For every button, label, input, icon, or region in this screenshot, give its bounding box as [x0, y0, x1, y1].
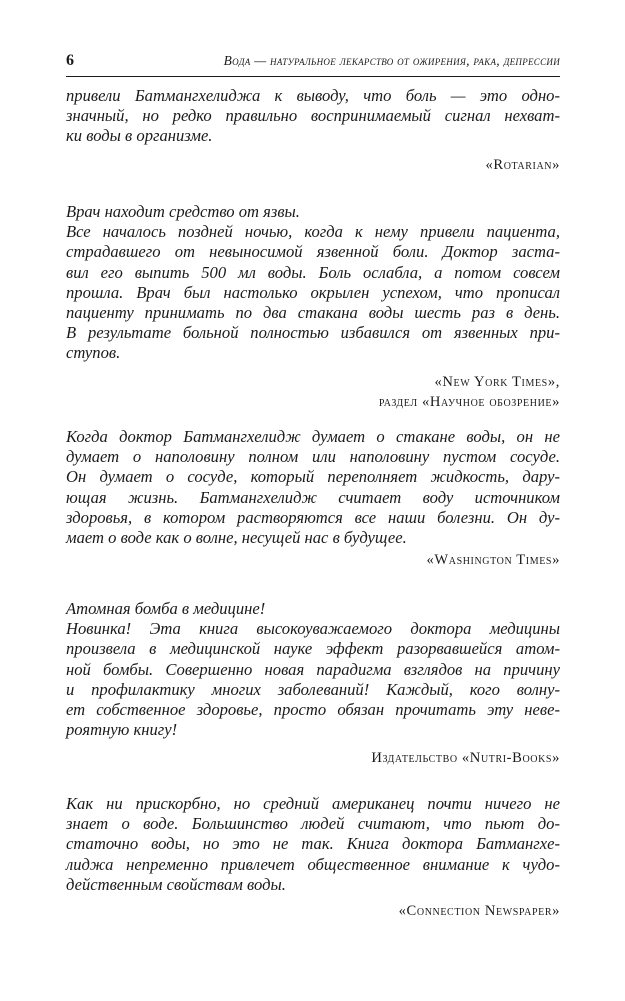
quote-line: вил его выпить 500 мл воды. Боль ослабла, а потом совсем	[66, 262, 560, 282]
quote-line: Новинка! Эта книга высокоуважаемого доктора медицины	[66, 619, 560, 639]
quote-line: произвела в медицинской науке эффект разорвавшейся атом-	[66, 639, 560, 659]
source-line: Издательство «Nutri-Books»	[371, 750, 560, 767]
quote-line: ступов.	[66, 343, 121, 363]
quote-text	[66, 794, 560, 895]
quote-source	[66, 748, 560, 768]
quote-line: страдавшего от невыносимой язвенной боли. Доктор заста-	[66, 242, 560, 262]
quote-block-connection-newspaper	[66, 794, 560, 921]
quote-source	[66, 550, 560, 570]
quote-line: думает о наполовину полном или наполовину пустом сосуде.	[66, 447, 560, 467]
running-title: Вода — натуральное лекарство от ожирения, рака, депрессии	[223, 53, 560, 68]
source-line: «Washington Times»	[426, 552, 560, 569]
quote-text	[66, 86, 560, 147]
quote-line: статочно воды, но это не так. Книга доктора Батмангхе-	[66, 834, 560, 854]
book-page	[66, 52, 560, 920]
quote-line: лиджа непременно привлечет общественное внимание к чудо-	[66, 854, 560, 874]
quote-line: Врач находит средство от язвы.	[66, 202, 300, 221]
quote-block-nutri-books	[66, 599, 560, 768]
quote-block-rotarian	[66, 86, 560, 175]
source-line: раздел «Научное обозрение»	[378, 393, 560, 410]
quote-source	[66, 901, 560, 921]
source-line: «Rotarian»	[485, 156, 560, 173]
page-number: 6	[66, 52, 74, 69]
source-line: «Connection Newspaper»	[398, 903, 560, 920]
source-line: «New York Times»,	[434, 373, 560, 390]
quote-line: действенным свойствам воды.	[66, 874, 286, 894]
quote-text	[66, 599, 560, 740]
quote-line: Все началось поздней ночью, когда к нему привели пациента,	[66, 222, 560, 242]
quote-block-washington-times	[66, 427, 560, 570]
quote-line: ет собственное здоровье, просто обязан прочитать эту неве-	[66, 700, 560, 720]
running-head	[66, 52, 560, 77]
quote-line: пациенту принимать по два стакана воды шесть раз в день.	[66, 303, 560, 323]
quote-source	[66, 155, 560, 175]
quote-line: привели Батмангхелиджа к выводу, что боль — это одно-	[66, 86, 560, 105]
quote-line: прошла. Врач был настолько окрылен успехом, что прописал	[66, 282, 560, 302]
quote-line: здоровья, в котором растворяются все наши болезни. Он ду-	[66, 507, 560, 527]
quote-line: и профилактику многих заболеваний! Каждый, кого волну-	[66, 679, 560, 699]
quote-line: Когда доктор Батмангхелидж думает о стакане воды, он не	[66, 427, 560, 446]
quote-line: ной бомбы. Совершенно новая парадигма взглядов на причину	[66, 659, 560, 679]
quote-source	[66, 372, 560, 412]
quote-line: Атомная бомба в медицине!	[66, 599, 266, 618]
quote-line: В результате больной полностью избавился от язвенных при-	[66, 323, 560, 343]
quote-line: Как ни прискорбно, но средний американец почти ничего не	[66, 794, 560, 813]
quote-line: знает о воде. Большинство людей считают, что пьют до-	[66, 814, 560, 834]
quote-line: мает о воде как о волне, несущей нас в будущее.	[66, 528, 407, 548]
quote-line: ющая жизнь. Батмангхелидж считает воду источником	[66, 487, 560, 507]
quote-text	[66, 202, 560, 364]
quote-line: ки воды в организме.	[66, 126, 213, 146]
quote-text	[66, 427, 560, 548]
quote-line: Он думает о сосуде, который переполняет жидкость, дару-	[66, 467, 560, 487]
quote-line: роятную книгу!	[66, 720, 178, 740]
quote-block-nyt	[66, 202, 560, 412]
quote-line: значный, но редко правильно воспринимаемый сигнал нехват-	[66, 106, 560, 126]
